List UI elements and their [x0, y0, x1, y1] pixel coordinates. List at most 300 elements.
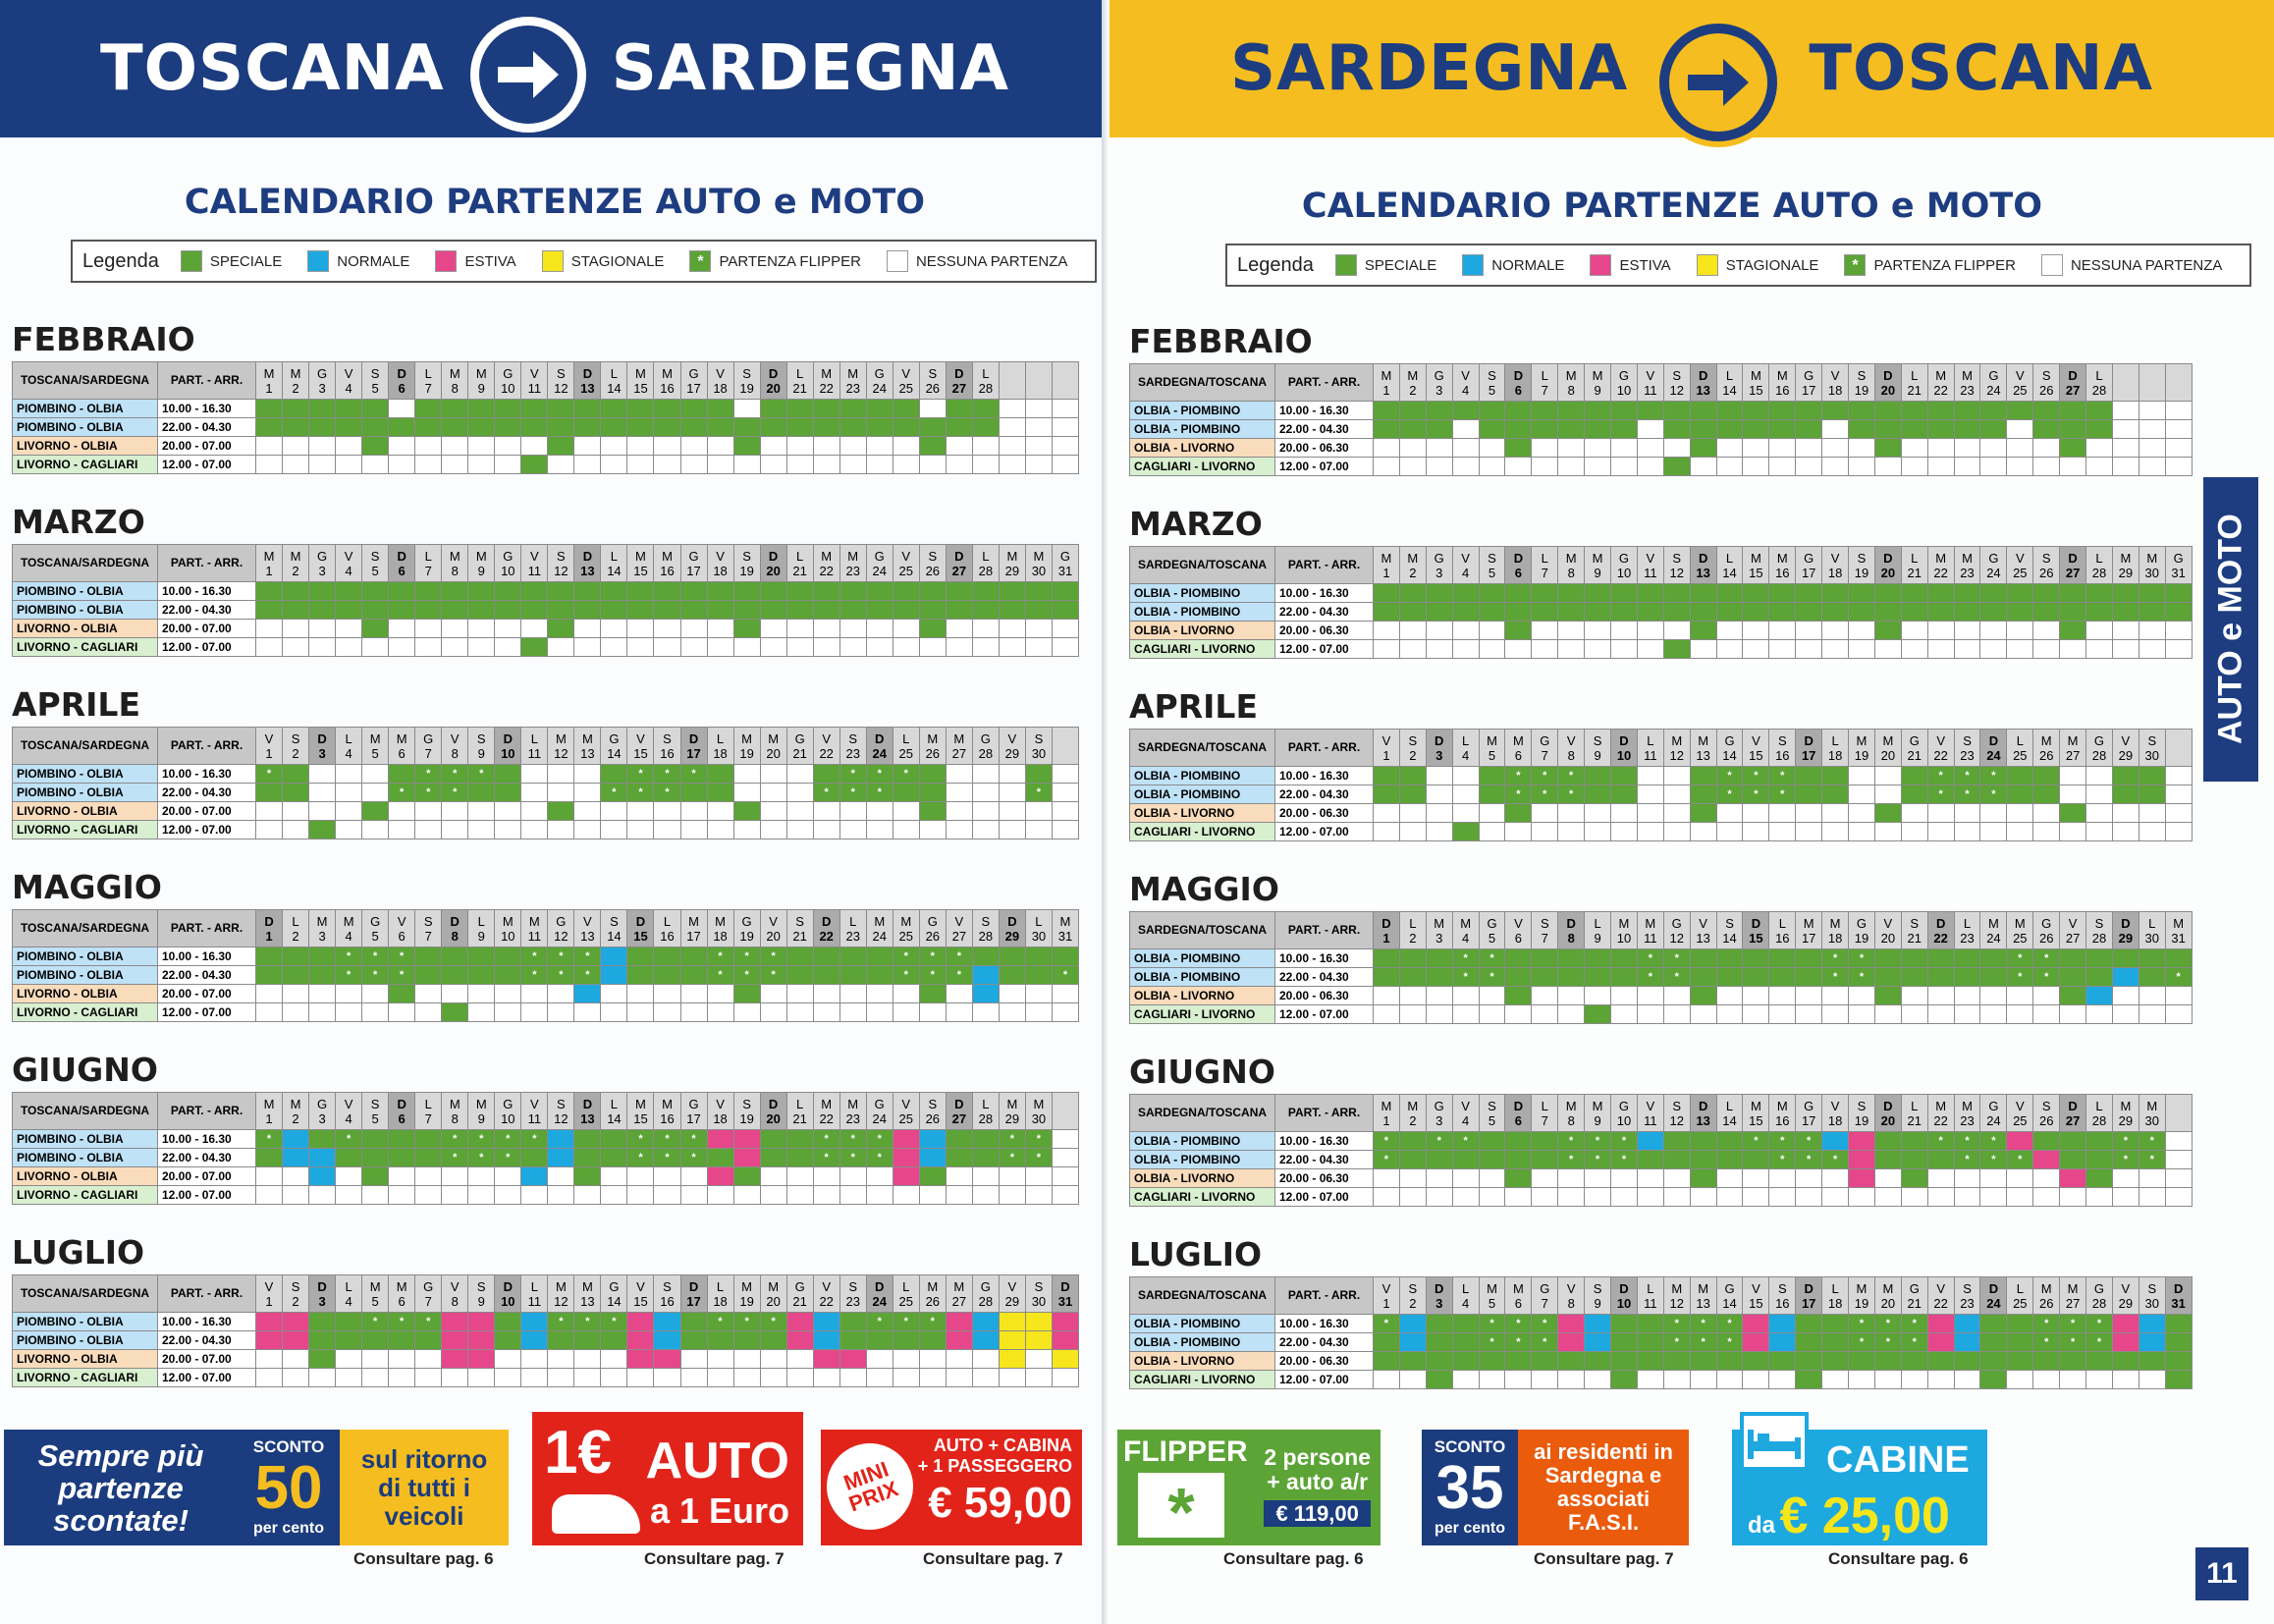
promo-sconto-number: 35 [1435, 1454, 1504, 1522]
day-header: L 16 [1769, 912, 1796, 949]
day-cell [2033, 584, 2060, 603]
route-row [13, 784, 1079, 802]
day-cell [680, 1167, 707, 1186]
day-cell: * [1927, 1132, 1954, 1151]
route-name: PIOMBINO - OLBIA [13, 765, 158, 784]
day-header: L 18 [1822, 730, 1849, 767]
promo-price: € 59,00 [928, 1479, 1072, 1527]
day-cell: * [813, 784, 839, 802]
day-cell: * [1980, 785, 2007, 804]
day-cell [2060, 1132, 2086, 1151]
day-header: V 1 [1374, 1277, 1400, 1315]
day-cell [495, 1313, 521, 1331]
day-cell: * [1796, 1132, 1822, 1151]
day-cell [893, 456, 919, 474]
day-cell [362, 821, 389, 839]
day-cell [309, 1331, 336, 1350]
day-header: G 26 [919, 910, 946, 947]
day-cell [1690, 804, 1716, 823]
day-cell [813, 1313, 839, 1331]
day-cell [309, 400, 336, 418]
day-cell [1452, 1169, 1479, 1188]
day-cell [1822, 439, 1849, 458]
day-cell: * [946, 947, 972, 966]
day-cell [2112, 987, 2139, 1005]
bed-icon [1740, 1412, 1809, 1471]
day-cell [1954, 458, 1980, 476]
day-cell [521, 620, 548, 638]
route-row [13, 418, 1079, 437]
day-cell [1505, 402, 1532, 420]
day-cell [1822, 622, 1849, 640]
route-time: 20.00 - 07.00 [158, 437, 256, 456]
day-cell [1874, 1005, 1901, 1024]
day-cell [495, 620, 521, 638]
day-header: D 24 [1980, 730, 2007, 767]
route-name: OLBIA - PIOMBINO [1130, 949, 1275, 968]
day-header: M 16 [1769, 364, 1796, 402]
route-row [13, 1350, 1079, 1369]
day-cell: * [1796, 1151, 1822, 1169]
day-header: M 2 [1399, 1095, 1426, 1132]
day-header [2165, 364, 2192, 402]
day-cell [415, 437, 442, 456]
day-cell [283, 638, 309, 657]
day-cell [1743, 949, 1769, 968]
day-cell [733, 1369, 760, 1387]
route-name: CAGLIARI - LIVORNO [1130, 1371, 1275, 1389]
day-header: M 5 [362, 1275, 389, 1313]
day-cell [1611, 1005, 1638, 1024]
day-cell [389, 1369, 415, 1387]
day-cell [1585, 785, 1611, 804]
day-cell [574, 1149, 601, 1167]
day-cell [707, 1130, 733, 1149]
day-cell [1954, 1315, 1980, 1333]
day-cell: * [1611, 1151, 1638, 1169]
day-cell [760, 784, 786, 802]
day-cell [1532, 439, 1558, 458]
route-time: 10.00 - 16.30 [1275, 1315, 1374, 1333]
day-header: D 27 [2060, 547, 2086, 584]
day-cell [309, 418, 336, 437]
day-cell [1637, 987, 1663, 1005]
day-header: V 11 [1637, 1095, 1663, 1132]
day-cell [839, 1186, 866, 1205]
day-cell [654, 966, 680, 985]
day-header: V 22 [813, 1275, 839, 1313]
route-time: 10.00 - 16.30 [1275, 584, 1374, 603]
route-row [1130, 804, 2193, 823]
promo-line2: + auto a/r [1267, 1469, 1369, 1494]
header-route: TOSCANA/SARDEGNA [13, 1093, 158, 1130]
day-cell [601, 802, 627, 821]
day-cell [415, 821, 442, 839]
day-header: M 2 [1399, 364, 1426, 402]
day-cell [283, 1350, 309, 1369]
day-cell [733, 1130, 760, 1149]
right-banner [1110, 0, 2274, 137]
day-cell [1558, 1005, 1585, 1024]
route-time: 22.00 - 04.30 [158, 1331, 256, 1350]
day-cell [919, 400, 946, 418]
day-cell [1479, 420, 1505, 439]
day-cell: * [627, 784, 654, 802]
day-cell [1505, 584, 1532, 603]
day-cell [2165, 458, 2192, 476]
legend-label: STAGIONALE [1725, 256, 1819, 274]
day-cell: * [336, 1130, 362, 1149]
day-cell [2139, 785, 2165, 804]
day-cell [1374, 458, 1400, 476]
day-header: S 7 [1532, 912, 1558, 949]
day-header: M 6 [389, 728, 415, 765]
right-page [1110, 0, 2274, 1624]
day-cell [1611, 949, 1638, 968]
day-cell [389, 821, 415, 839]
day-cell [2139, 402, 2165, 420]
day-header: S 12 [548, 1093, 574, 1130]
day-cell [362, 1003, 389, 1022]
day-cell [839, 620, 866, 638]
day-cell [2060, 402, 2086, 420]
day-cell [893, 1167, 919, 1186]
day-cell [654, 1331, 680, 1350]
day-cell: * [866, 1130, 893, 1149]
day-cell [1558, 439, 1585, 458]
day-cell: * [707, 966, 733, 985]
day-header: G 28 [972, 1275, 999, 1313]
promo-title: CABINE [1826, 1439, 1970, 1481]
day-header: D 13 [1690, 1095, 1716, 1132]
day-cell: * [1558, 785, 1585, 804]
day-cell: * [813, 1130, 839, 1149]
day-cell [839, 638, 866, 657]
day-header: G 19 [733, 910, 760, 947]
day-header: D 6 [1505, 1095, 1532, 1132]
day-cell [972, 638, 999, 657]
day-header: V 25 [893, 362, 919, 400]
day-cell [1716, 622, 1743, 640]
day-header: D 20 [1874, 364, 1901, 402]
day-cell [627, 1186, 654, 1205]
route-name: PIOMBINO - OLBIA [13, 400, 158, 418]
day-cell [1954, 420, 1980, 439]
day-cell [362, 784, 389, 802]
day-cell [283, 437, 309, 456]
day-cell [1025, 437, 1052, 456]
day-header: M 10 [1611, 912, 1638, 949]
day-cell [999, 1331, 1025, 1350]
day-cell [283, 947, 309, 966]
day-header: G 17 [1796, 364, 1822, 402]
day-cell [972, 1186, 999, 1205]
day-header: G 12 [1663, 912, 1690, 949]
day-cell [283, 765, 309, 784]
day-cell [760, 802, 786, 821]
day-cell [733, 400, 760, 418]
day-cell [2139, 1333, 2165, 1352]
day-cell [1637, 1333, 1663, 1352]
day-cell [972, 1369, 999, 1387]
day-header: D 27 [2060, 1095, 2086, 1132]
day-cell [1822, 603, 1849, 622]
day-header: V 1 [256, 728, 283, 765]
day-cell [1374, 640, 1400, 659]
day-cell [1426, 949, 1452, 968]
day-cell [1716, 823, 1743, 841]
day-cell [1874, 1188, 1901, 1207]
promo-title: FLIPPER [1123, 1435, 1248, 1468]
day-header: M 1 [256, 362, 283, 400]
day-cell [389, 765, 415, 784]
day-cell [1585, 622, 1611, 640]
day-cell [495, 765, 521, 784]
day-cell [866, 620, 893, 638]
day-header: G 17 [680, 545, 707, 582]
day-cell [1716, 968, 1743, 987]
day-cell: * [999, 1149, 1025, 1167]
day-cell [919, 1003, 946, 1022]
day-cell [1901, 402, 1927, 420]
day-cell [1585, 1352, 1611, 1371]
day-cell [2033, 767, 2060, 785]
day-cell [415, 620, 442, 638]
day-cell [548, 1003, 574, 1022]
day-cell [468, 1331, 495, 1350]
day-cell [1479, 804, 1505, 823]
day-header: D 20 [1874, 1095, 1901, 1132]
day-header: V 20 [1874, 912, 1901, 949]
day-cell [1901, 1005, 1927, 1024]
day-header: M 30 [1025, 545, 1052, 582]
promo-text: Sempre più partenze scontate! [37, 1437, 204, 1538]
day-cell [1796, 785, 1822, 804]
day-cell [2060, 785, 2086, 804]
day-header: M 27 [2060, 730, 2086, 767]
day-cell [1849, 1169, 1875, 1188]
day-header: M 25 [2007, 912, 2033, 949]
route-time: 10.00 - 16.30 [158, 582, 256, 601]
day-cell [1505, 949, 1532, 968]
day-cell [2007, 1188, 2033, 1207]
day-cell [2060, 1371, 2086, 1389]
day-cell [2007, 1132, 2033, 1151]
day-header: L 28 [972, 545, 999, 582]
day-cell: * [495, 1149, 521, 1167]
day-header: G 17 [680, 362, 707, 400]
day-cell [1927, 1315, 1954, 1333]
day-cell [309, 765, 336, 784]
day-header: S 14 [601, 910, 627, 947]
day-header: L 21 [1901, 364, 1927, 402]
day-cell [548, 418, 574, 437]
route-row [13, 1369, 1079, 1387]
day-cell [627, 1167, 654, 1186]
day-cell [2112, 1333, 2139, 1352]
day-cell [1532, 1132, 1558, 1151]
day-cell [1874, 1151, 1901, 1169]
day-cell [468, 966, 495, 985]
day-cell [1399, 949, 1426, 968]
side-tab: AUTO e MOTO [2203, 477, 2258, 782]
day-cell [1585, 968, 1611, 987]
day-cell: * [1716, 1333, 1743, 1352]
day-cell [2086, 767, 2113, 785]
day-cell [866, 1186, 893, 1205]
day-header: V 29 [2112, 1277, 2139, 1315]
day-cell [1452, 823, 1479, 841]
day-header: G 28 [2086, 1277, 2113, 1315]
legend-swatch [435, 250, 457, 272]
day-cell [733, 1003, 760, 1022]
day-cell [654, 582, 680, 601]
day-cell [389, 582, 415, 601]
day-cell [1769, 640, 1796, 659]
month-table [1129, 729, 2193, 841]
day-cell [574, 456, 601, 474]
day-cell [813, 1369, 839, 1387]
day-cell [256, 1369, 283, 1387]
day-header: M 1 [256, 545, 283, 582]
day-cell: * [1954, 1151, 1980, 1169]
day-header: M 12 [548, 1275, 574, 1313]
day-cell [1452, 640, 1479, 659]
day-cell: * [1849, 968, 1875, 987]
day-cell [1690, 949, 1716, 968]
day-cell [946, 802, 972, 821]
day-cell [1585, 1188, 1611, 1207]
day-cell [548, 638, 574, 657]
day-cell [1980, 987, 2007, 1005]
day-cell: * [1849, 949, 1875, 968]
route-name: LIVORNO - CAGLIARI [13, 1003, 158, 1022]
day-cell [601, 1369, 627, 1387]
day-cell [972, 802, 999, 821]
legend-swatch: * [1844, 254, 1866, 276]
route-time: 10.00 - 16.30 [158, 1130, 256, 1149]
day-cell: * [362, 1313, 389, 1331]
day-cell [707, 1350, 733, 1369]
day-cell [1611, 1315, 1638, 1333]
day-cell [1690, 622, 1716, 640]
day-cell [1399, 622, 1426, 640]
day-cell [1743, 458, 1769, 476]
day-cell: * [839, 1149, 866, 1167]
day-cell [2060, 968, 2086, 987]
day-cell [2033, 1132, 2060, 1151]
day-header: V 29 [999, 728, 1025, 765]
day-cell [601, 966, 627, 985]
route-time: 22.00 - 04.30 [1275, 1151, 1374, 1169]
day-cell [1796, 1169, 1822, 1188]
day-cell [1927, 420, 1954, 439]
day-cell [839, 437, 866, 456]
day-cell [283, 1331, 309, 1350]
day-cell [1849, 1151, 1875, 1169]
day-cell: * [893, 947, 919, 966]
day-cell [442, 985, 468, 1003]
day-cell [362, 601, 389, 620]
day-header: G 31 [1052, 545, 1078, 582]
day-cell [1690, 767, 1716, 785]
day-cell [362, 1130, 389, 1149]
day-cell [2033, 1005, 2060, 1024]
promo-flipper [1117, 1430, 1381, 1550]
day-cell [866, 601, 893, 620]
day-cell [2112, 402, 2139, 420]
day-cell: * [1558, 767, 1585, 785]
day-cell [1822, 584, 1849, 603]
day-cell [1479, 785, 1505, 804]
day-cell [1690, 1371, 1716, 1389]
day-cell [2165, 439, 2192, 458]
day-header: D 24 [866, 1275, 893, 1313]
day-cell [1452, 1315, 1479, 1333]
day-cell [468, 638, 495, 657]
day-cell [415, 802, 442, 821]
day-cell: * [707, 1313, 733, 1331]
day-header: V 4 [336, 1093, 362, 1130]
day-cell [999, 966, 1025, 985]
day-header: G 24 [866, 1093, 893, 1130]
day-header: M 20 [1874, 730, 1901, 767]
day-cell: * [1769, 1132, 1796, 1151]
day-cell [1558, 1352, 1585, 1371]
route-row [1130, 1352, 2193, 1371]
day-header: M 20 [760, 728, 786, 765]
day-header: M 29 [2112, 547, 2139, 584]
day-header: M 5 [1479, 1277, 1505, 1315]
day-cell [1426, 1352, 1452, 1371]
day-cell [283, 821, 309, 839]
day-cell [1505, 439, 1532, 458]
day-cell [1611, 1169, 1638, 1188]
day-cell [2007, 603, 2033, 622]
day-cell [1426, 622, 1452, 640]
day-header: S 19 [1849, 364, 1875, 402]
day-cell [786, 947, 813, 966]
day-cell [521, 1331, 548, 1350]
day-cell [521, 1167, 548, 1186]
day-cell [1374, 1371, 1400, 1389]
day-cell: * [839, 765, 866, 784]
day-cell: * [839, 784, 866, 802]
day-cell [1927, 1169, 1954, 1188]
day-cell [813, 456, 839, 474]
day-cell [1532, 1005, 1558, 1024]
day-cell [2165, 1315, 2192, 1333]
day-cell [1769, 823, 1796, 841]
day-cell [283, 802, 309, 821]
day-cell [1954, 987, 1980, 1005]
day-cell [1479, 622, 1505, 640]
day-header: D 6 [389, 545, 415, 582]
day-cell [548, 802, 574, 821]
day-cell [786, 802, 813, 821]
day-cell [601, 601, 627, 620]
day-cell [1611, 420, 1638, 439]
day-header: M 2 [1399, 547, 1426, 584]
day-cell [1716, 420, 1743, 439]
header-time: PART. - ARR. [158, 1275, 256, 1313]
day-header: V 8 [442, 728, 468, 765]
day-cell [1954, 1188, 1980, 1207]
day-header: G 24 [1980, 547, 2007, 584]
route-row [1130, 439, 2193, 458]
day-cell [1052, 1350, 1078, 1369]
day-cell [680, 802, 707, 821]
